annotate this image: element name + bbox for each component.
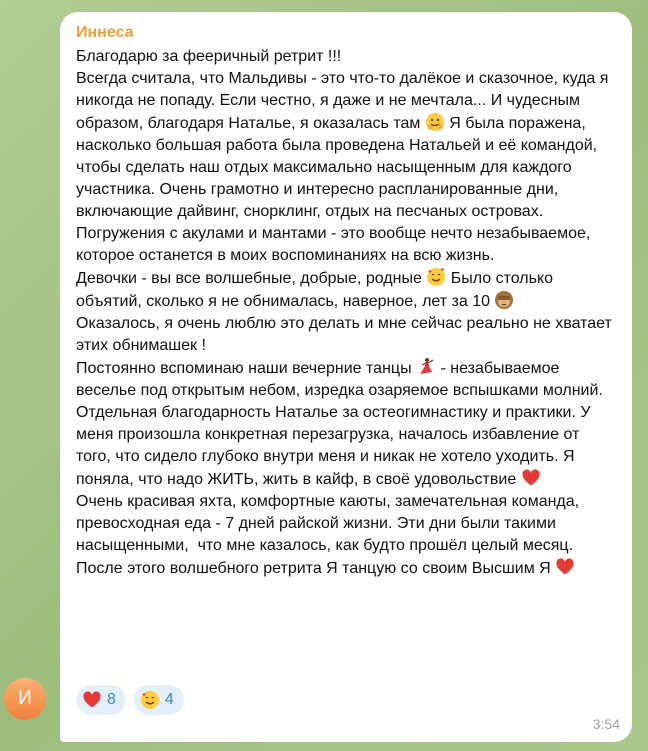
dancer-icon xyxy=(416,357,436,377)
text-line: Всегда считала, что Мальдивы - это что-то далёкое и сказочное, куда я никогда не попаду. Если честно, я даже и не мечтала... И чудесным образом, благодаря Наталье, я оказалась там xyxy=(76,70,613,132)
text-line: После этого волшебного ретрита Я танцую со своим Высшим Я xyxy=(76,560,556,577)
reactions-bar xyxy=(76,685,184,715)
text-line: Было столько объятий, сколько я не обнималась, наверное, лет за 10 xyxy=(76,270,558,310)
message-time: 3:54 xyxy=(592,716,620,732)
reaction-count: 4 xyxy=(164,691,174,708)
hugging-face-icon xyxy=(425,112,445,132)
reaction-heart[interactable] xyxy=(76,685,126,715)
text-line: Очень красивая яхта, комфортные каюты, замечательная команда, превосходная еда - 7 дней райской жизни. Эти дни были такими насыщенными, что мне казалось, как будто прошёл целый месяц. xyxy=(76,493,584,554)
see-no-evil-monkey-icon xyxy=(494,290,514,310)
heart-icon xyxy=(555,557,575,577)
text-line: Девочки - вы все волшебные, добрые, родные xyxy=(76,270,427,287)
smiling-face-with-hearts-icon xyxy=(140,690,160,710)
text-line: Оказалось, я очень люблю это делать и мне сейчас реально не хватает этих обнимашек ! xyxy=(76,315,617,354)
avatar-letter: И xyxy=(18,688,32,709)
text-line: Я была поражена, насколько большая работа была проведена Натальей и её командой, чтобы сделать наш отдых максимально насыщенным для каждого участника. Очень грамотно и интересно распланированные дни, включающие дайвинг, снорклинг, отдых на песчаных островах. Погружения с акулами и мантами - это вообще нечто незабываемое, которое останется в моих воспоминаниях на всю жизнь. xyxy=(76,115,602,264)
text-line: Постоянно вспоминаю наши вечерние танцы xyxy=(76,360,417,377)
heart-icon xyxy=(82,690,102,710)
message-bubble xyxy=(60,12,632,742)
text-line: Отдельная благодарность Наталье за остеогимнастику и практики. У меня произошла конкретная перезагрузка, началось избавление от того, что сидело глубоко внутри меня и никак не хотело уходить. Я поняла, что надо ЖИТЬ, жить в кайф, в своё удовольствие xyxy=(76,404,595,488)
message-author[interactable]: Иннеса xyxy=(76,24,134,41)
heart-icon xyxy=(521,468,541,488)
avatar[interactable] xyxy=(4,678,46,720)
reaction-count: 8 xyxy=(107,691,116,708)
message-text xyxy=(76,46,618,580)
reaction-smiling-face-with-hearts[interactable] xyxy=(134,685,184,715)
smiling-face-with-hearts-icon xyxy=(426,267,446,287)
text-line: Благодарю за фееричный ретрит !!! xyxy=(76,48,342,65)
text-line: - незабываемое веселье под открытым небом, изредка озаряемое вспышками молний. xyxy=(76,360,603,399)
